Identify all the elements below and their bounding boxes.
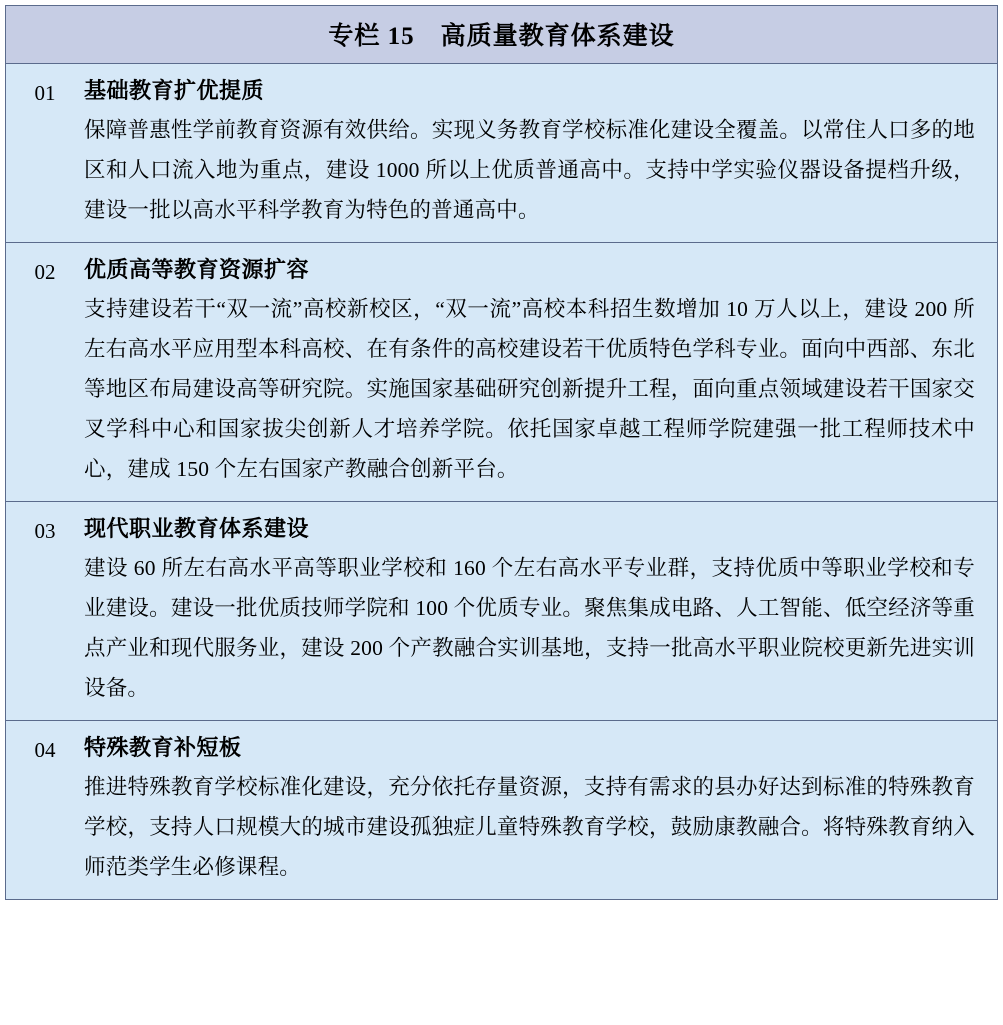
item-text: 支持建设若干“双一流”高校新校区，“双一流”高校本科招生数增加 10 万人以上，建设 200 所左右高水平应用型本科高校、在有条件的高校建设若干优质特色学科专业。面向中西部、东北等地区布局建设高等研究院。实施国家基础研究创新提升工程，面向重点领域建设若干国家交叉学科中心和国家拔尖创新人才培养学院。依托国家卓越工程师学院建强一批工程师技术中心，建成 150 个左右国家产教融合创新平台。 [84, 297, 975, 481]
item-text: 推进特殊教育学校标准化建设，充分依托存量资源，支持有需求的县办好达到标准的特殊教育学校，支持人口规模大的城市建设孤独症儿童特殊教育学校，鼓励康教融合。将特殊教育纳入师范类学生必修课程。 [84, 775, 975, 879]
item-body [84, 74, 997, 230]
item-number: 01 [34, 81, 56, 105]
list-item [6, 502, 997, 721]
item-body [84, 253, 997, 489]
item-body [84, 731, 997, 887]
list-item [6, 243, 997, 502]
item-title: 特殊教育补短板 [84, 735, 242, 760]
feature-box [5, 5, 998, 900]
item-text: 建设 60 所左右高水平高等职业学校和 160 个左右高水平专业群，支持优质中等职业学校和专业建设。建设一批优质技师学院和 100 个优质专业。聚焦集成电路、人工智能、低空经济等重点产业和现代服务业，建设 200 个产教融合实训基地，支持一批高水平职业院校更新先进实训设备。 [84, 556, 975, 700]
item-text: 保障普惠性学前教育资源有效供给。实现义务教育学校标准化建设全覆盖。以常住人口多的地区和人口流入地为重点，建设 1000 所以上优质普通高中。支持中学实验仪器设备提档升级，建设一批以高水平科学教育为特色的普通高中。 [84, 118, 975, 222]
item-number: 03 [34, 519, 56, 543]
list-item [6, 64, 997, 243]
list-item [6, 721, 997, 899]
item-title: 现代职业教育体系建设 [84, 516, 310, 541]
item-number: 02 [34, 260, 56, 284]
item-title: 基础教育扩优提质 [84, 78, 265, 103]
item-title: 优质高等教育资源扩容 [84, 257, 310, 282]
box-header-title: 高质量教育体系建设 [440, 23, 675, 50]
box-header [6, 6, 997, 64]
box-header-label: 专栏 15 [328, 23, 415, 50]
item-number: 04 [34, 738, 56, 762]
item-body [84, 512, 997, 708]
